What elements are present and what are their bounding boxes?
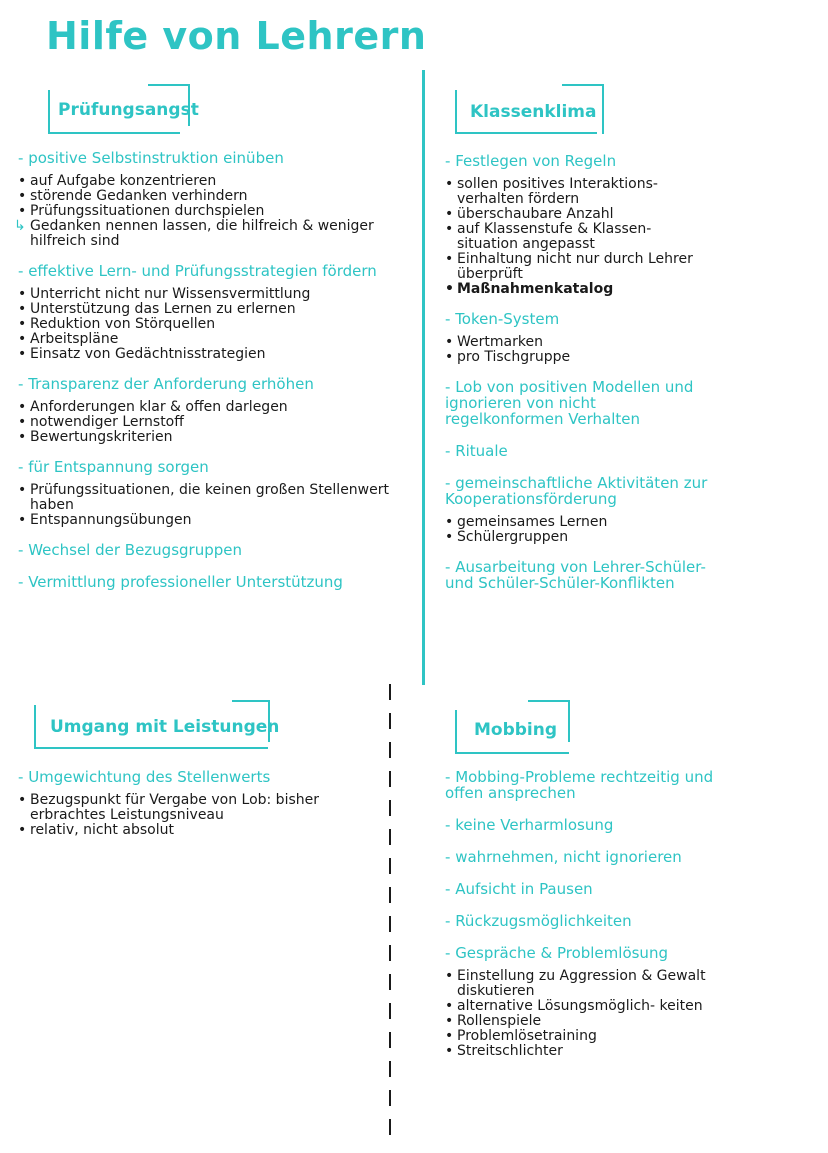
list-item: • Reduktion von Störquellen bbox=[18, 317, 408, 332]
list-item: • pro Tischgruppe bbox=[445, 350, 715, 365]
section-klassenklima bbox=[445, 153, 715, 607]
heading-mobbing: Mobbing bbox=[474, 720, 558, 740]
list-item: • überschaubare Anzahl bbox=[445, 207, 715, 222]
list-item: • alternative Lösungsmöglich- keiten bbox=[445, 999, 715, 1014]
divider-dash bbox=[389, 713, 391, 729]
topic-mobbing-5: - Gespräche & Problemlösung bbox=[445, 945, 715, 961]
topic-klassenklima-0: - Festlegen von Regeln bbox=[445, 153, 715, 169]
list-item: ↳ Gedanken nennen lassen, die hilfreich & weniger hilfreich sind bbox=[18, 219, 408, 249]
page-title: Hilfe von Lehrern bbox=[46, 14, 427, 58]
topic-pruefungsangst-2: - Transparenz der Anforderung erhöhen bbox=[18, 376, 408, 392]
topic-pruefungsangst-1: - effektive Lern- und Prüfungsstrategien fördern bbox=[18, 263, 408, 279]
divider-dash bbox=[389, 858, 391, 874]
topic-klassenklima-4: - gemeinschaftliche Aktivitäten zur Kooperationsförderung bbox=[445, 475, 715, 507]
divider-dash bbox=[389, 1119, 391, 1135]
section-mobbing bbox=[445, 769, 715, 1073]
list-item: • Entspannungsübungen bbox=[18, 513, 408, 528]
topic-klassenklima-2: - Lob von positiven Modellen und ignorieren von nicht regelkonformen Verhalten bbox=[445, 379, 715, 427]
topic-pruefungsangst-4: - Wechsel der Bezugsgruppen bbox=[18, 542, 408, 558]
topic-mobbing-1: - keine Verharmlosung bbox=[445, 817, 715, 833]
list-item: • auf Klassenstufe & Klassen- situation angepasst bbox=[445, 222, 715, 252]
bullet-list bbox=[18, 793, 348, 838]
bullet-list bbox=[18, 174, 408, 249]
topic-leistungen-0: - Umgewichtung des Stellenwerts bbox=[18, 769, 348, 785]
heading-pruefungsangst: Prüfungsangst bbox=[58, 100, 199, 120]
bullet-list bbox=[445, 177, 715, 297]
divider-dash bbox=[389, 945, 391, 961]
section-leistungen bbox=[18, 769, 348, 852]
list-item: • relativ, nicht absolut bbox=[18, 823, 348, 838]
divider-dash bbox=[389, 742, 391, 758]
heading-leistungen: Umgang mit Leistungen bbox=[50, 717, 280, 737]
section-pruefungsangst bbox=[18, 150, 408, 606]
list-item: • Rollenspiele bbox=[445, 1014, 715, 1029]
topic-mobbing-4: - Rückzugsmöglichkeiten bbox=[445, 913, 715, 929]
list-item: • Arbeitspläne bbox=[18, 332, 408, 347]
list-item: • Prüfungssituationen, die keinen großen Stellenwert haben bbox=[18, 483, 408, 513]
topic-klassenklima-5: - Ausarbeitung von Lehrer-Schüler- und Schüler-Schüler-Konflikten bbox=[445, 559, 715, 591]
divider-dash bbox=[389, 771, 391, 787]
divider-dash bbox=[389, 684, 391, 700]
topic-mobbing-0: - Mobbing-Probleme rechtzeitig und offen ansprechen bbox=[445, 769, 715, 801]
bullet-list bbox=[445, 969, 715, 1059]
list-item: • Einsatz von Gedächtnisstrategien bbox=[18, 347, 408, 362]
divider-dash bbox=[389, 1003, 391, 1019]
list-item: • Unterstützung das Lernen zu erlernen bbox=[18, 302, 408, 317]
list-item: • Wertmarken bbox=[445, 335, 715, 350]
divider-dash bbox=[389, 974, 391, 990]
list-item: • Bezugspunkt für Vergabe von Lob: bisher erbrachtes Leistungsniveau bbox=[18, 793, 348, 823]
topic-pruefungsangst-0: - positive Selbstinstruktion einüben bbox=[18, 150, 408, 166]
list-item: • Prüfungssituationen durchspielen bbox=[18, 204, 408, 219]
topic-klassenklima-3: - Rituale bbox=[445, 443, 715, 459]
list-item: • auf Aufgabe konzentrieren bbox=[18, 174, 408, 189]
topic-mobbing-2: - wahrnehmen, nicht ignorieren bbox=[445, 849, 715, 865]
list-item: • Streitschlichter bbox=[445, 1044, 715, 1059]
topic-mobbing-3: - Aufsicht in Pausen bbox=[445, 881, 715, 897]
list-item: • Anforderungen klar & offen darlegen bbox=[18, 400, 408, 415]
list-item: • Schülergruppen bbox=[445, 530, 715, 545]
heading-klassenklima: Klassenklima bbox=[470, 102, 597, 122]
topic-klassenklima-1: - Token-System bbox=[445, 311, 715, 327]
bullet-list bbox=[18, 400, 408, 445]
bullet-list bbox=[445, 515, 715, 545]
list-item: • Problemlösetraining bbox=[445, 1029, 715, 1044]
divider-dash bbox=[389, 829, 391, 845]
bullet-list bbox=[445, 335, 715, 365]
list-item: • Einstellung zu Aggression & Gewalt diskutieren bbox=[445, 969, 715, 999]
divider-dash bbox=[389, 800, 391, 816]
list-item: • störende Gedanken verhindern bbox=[18, 189, 408, 204]
divider-dash bbox=[389, 916, 391, 932]
list-item: • Unterricht nicht nur Wissensvermittlung bbox=[18, 287, 408, 302]
divider-dash bbox=[389, 1032, 391, 1048]
list-item: • gemeinsames Lernen bbox=[445, 515, 715, 530]
list-item: • Maßnahmenkatalog bbox=[445, 282, 715, 297]
topic-pruefungsangst-3: - für Entspannung sorgen bbox=[18, 459, 408, 475]
divider-dash bbox=[389, 887, 391, 903]
list-item: • Bewertungskriterien bbox=[18, 430, 408, 445]
bullet-list bbox=[18, 483, 408, 528]
vertical-divider bbox=[422, 70, 425, 685]
divider-dash bbox=[389, 1090, 391, 1106]
list-item: • notwendiger Lernstoff bbox=[18, 415, 408, 430]
divider-dash bbox=[389, 1061, 391, 1077]
bullet-list bbox=[18, 287, 408, 362]
list-item: • sollen positives Interaktions- verhalten fördern bbox=[445, 177, 715, 207]
topic-pruefungsangst-5: - Vermittlung professioneller Unterstützung bbox=[18, 574, 408, 590]
list-item: • Einhaltung nicht nur durch Lehrer überprüft bbox=[445, 252, 715, 282]
